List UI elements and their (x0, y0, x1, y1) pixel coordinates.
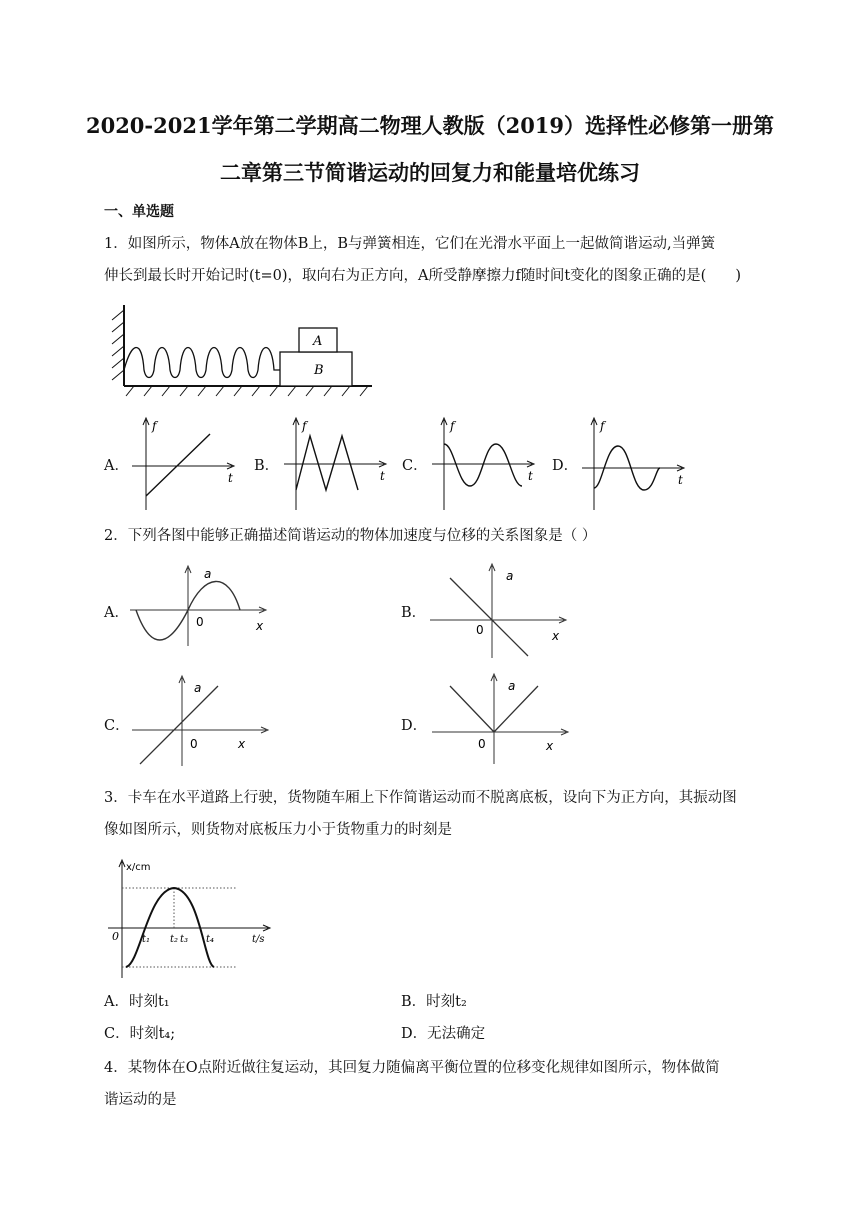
svg-text:a: a (506, 569, 514, 583)
q1-option-c-label[interactable]: C． (402, 458, 428, 474)
q3-vibration-graph (104, 856, 274, 980)
q1-option-b-graph[interactable] (280, 414, 392, 514)
svg-text:0: 0 (478, 737, 486, 751)
svg-text:a: a (204, 567, 212, 581)
q1-option-c-graph[interactable] (428, 414, 540, 514)
q3-option-b[interactable]: B．时刻t₂ (401, 994, 467, 1010)
svg-text:t₄: t₄ (206, 934, 215, 945)
q3-option-a[interactable]: A．时刻t₁ (104, 994, 170, 1010)
positive-slope-line (140, 686, 218, 764)
q1-option-d-label[interactable]: D． (552, 458, 579, 474)
question-1-text-line-2: 伸长到最长时开始记时(t=0)，取向右为正方向，A所受静摩擦力f随时间t变化的图象正确的是( ) (104, 268, 741, 284)
q1-option-d-graph[interactable] (578, 414, 690, 514)
svg-text:f: f (600, 419, 605, 433)
svg-text:t: t (678, 473, 683, 487)
svg-text:f: f (450, 419, 455, 433)
svg-text:x: x (238, 737, 246, 751)
svg-text:a: a (194, 681, 202, 695)
page-title-line-1: 2020-2021学年第二学期高二物理人教版（2019）选择性必修第一册第 (85, 113, 775, 138)
svg-text:0: 0 (190, 737, 198, 751)
svg-text:a: a (508, 679, 516, 693)
question-4-text-line-2: 谐运动的是 (104, 1092, 177, 1108)
spring-block-figure (104, 300, 374, 400)
svg-text:t: t (528, 469, 533, 483)
question-3-text-line-1: 3．卡车在水平道路上行驶，货物随车厢上下作简谐运动而不脱离底板，设向下为正方向，其振动图 (104, 790, 737, 806)
question-1-text-line-1: 1．如图所示，物体A放在物体B上，B与弹簧相连，它们在光滑水平面上一起做简谐运动,当弹簧 (104, 236, 716, 252)
svg-text:f: f (302, 419, 307, 433)
page-title-line-2: 二章第三节简谐运动的回复力和能量培优练习 (220, 160, 640, 185)
svg-text:t₁: t₁ (142, 934, 151, 945)
svg-text:0: 0 (196, 615, 204, 629)
q1-option-a-label[interactable]: A． (104, 458, 129, 474)
cosine-wave (444, 444, 522, 486)
q2-option-b-graph[interactable] (424, 560, 574, 660)
svg-text:t₃: t₃ (180, 934, 189, 945)
svg-text:x: x (256, 619, 264, 633)
question-4-text-line-1: 4．某物体在O点附近做往复运动，其回复力随偏离平衡位置的位移变化规律如图所示，物体做简 (104, 1060, 720, 1076)
q2-option-b-label[interactable]: B． (401, 605, 427, 621)
svg-text:x/cm: x/cm (126, 862, 151, 873)
q3-option-d[interactable]: D．无法确定 (401, 1026, 486, 1042)
svg-text:f: f (152, 419, 157, 433)
svg-text:t₂: t₂ (170, 934, 179, 945)
q2-option-d-label[interactable]: D． (401, 718, 428, 734)
q3-option-c[interactable]: C．时刻t₄; (104, 1026, 176, 1042)
negative-slope-line (450, 578, 528, 656)
svg-text:t: t (228, 471, 233, 485)
svg-text:x: x (552, 629, 560, 643)
svg-text:t/s: t/s (252, 934, 265, 945)
question-2-text: 2．下列各图中能够正确描述简谐运动的物体加速度与位移的关系图象是（ ） (104, 528, 597, 544)
block-a-label: A (313, 334, 323, 349)
q2-option-a-label[interactable]: A． (104, 605, 129, 621)
svg-text:t: t (380, 469, 385, 483)
q1-option-a-graph[interactable] (128, 414, 240, 514)
q2-option-c-label[interactable]: C． (104, 718, 130, 734)
q2-option-a-graph[interactable] (124, 560, 274, 650)
q2-option-c-graph[interactable] (128, 672, 278, 768)
svg-text:x: x (546, 739, 554, 753)
section-heading: 一、单选题 (104, 204, 174, 220)
svg-text:0: 0 (112, 930, 119, 943)
svg-text:0: 0 (476, 623, 484, 637)
block-b-label: B (314, 363, 324, 378)
triangle-wave (296, 436, 358, 490)
q2-option-d-graph[interactable] (428, 670, 578, 766)
linear-line (146, 434, 210, 496)
question-3-text-line-2: 像如图所示，则货物对底板压力小于货物重力的时刻是 (104, 822, 452, 838)
q1-option-b-label[interactable]: B． (254, 458, 280, 474)
spring (124, 348, 280, 378)
